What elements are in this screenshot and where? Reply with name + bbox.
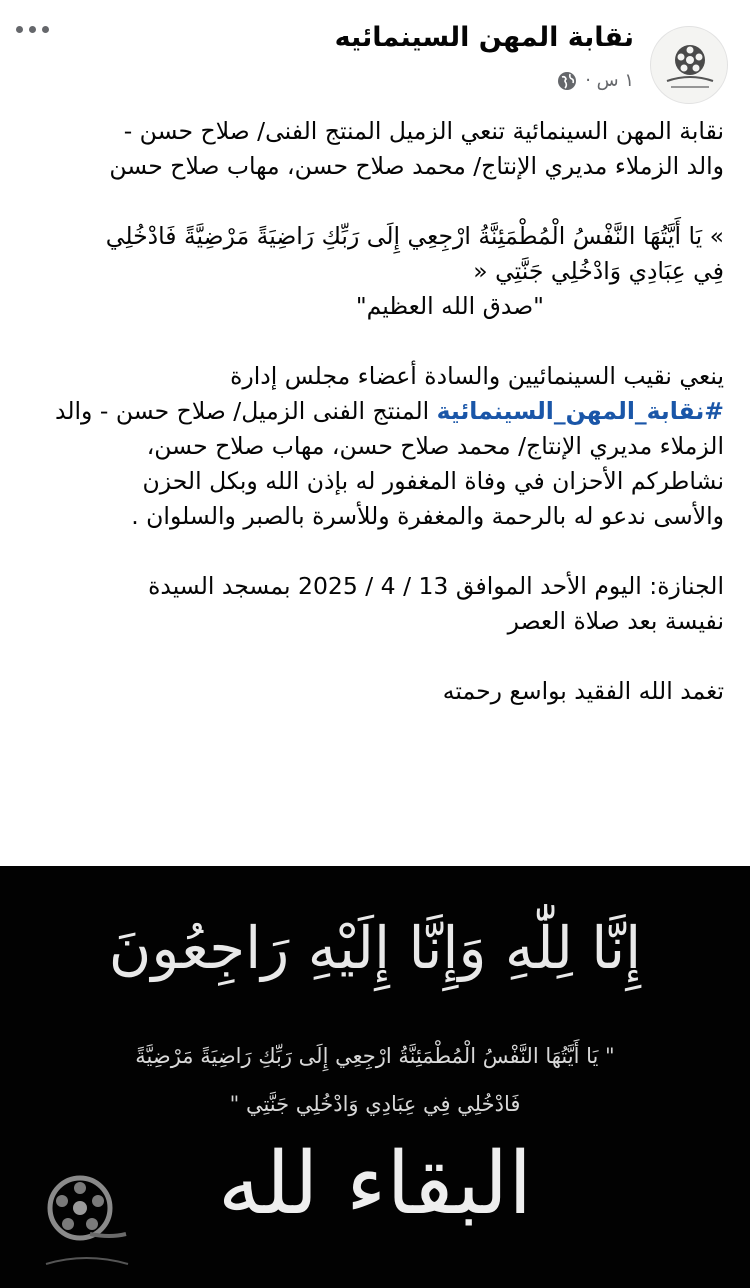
globe-icon bbox=[557, 71, 577, 91]
post-line bbox=[20, 394, 724, 429]
funeral-info: نفيسة بعد صلاة العصر bbox=[507, 607, 724, 635]
verse-closing: "صدق الله العظيم" bbox=[355, 292, 544, 320]
funeral-info: الجنازة: اليوم الأحد الموافق 13 / 4 / 2025 بمسجد السيدة bbox=[148, 572, 724, 600]
hashtag-link[interactable]: #نقابة_المهن_السينمائية bbox=[436, 397, 724, 425]
quran-verse-line: » يَا أَيَّتُهَا النَّفْسُ الْمُطْمَئِنَّةُ ارْجِعِي إِلَى رَبِّكِ رَاضِيَةً مَرْضِيَّةً فَادْخُلِي bbox=[105, 222, 724, 250]
post-line: والأسى ندعو له بالرحمة والمغفرة وللأسرة بالصبر والسلوان . bbox=[131, 502, 724, 530]
calligraphy-baqaa: البقاء لله bbox=[217, 1134, 533, 1234]
page-name[interactable]: نقابة المهن السينمائيه bbox=[334, 22, 634, 53]
post-timestamp[interactable]: ١ س · bbox=[585, 70, 634, 91]
post-line: تغمد الله الفقيد بواسع رحمته bbox=[442, 677, 724, 705]
more-horizontal-icon[interactable] bbox=[16, 26, 49, 33]
post-line: الزملاء مديري الإنتاج/ محمد صلاح حسن، مهاب صلاح حسن، bbox=[146, 432, 724, 460]
quran-verse-line: فِي عِبَادِي وَادْخُلِي جَنَّتِي « bbox=[473, 257, 724, 285]
avatar[interactable] bbox=[650, 26, 728, 104]
post-line-text: المنتج الفنى الزميل/ صلاح حسن - والد bbox=[55, 397, 437, 425]
image-verse-line: فَادْخُلِي فِي عِبَادِي وَادْخُلِي جَنَّتِي " bbox=[229, 1092, 521, 1116]
film-reel-watermark-icon bbox=[40, 1168, 132, 1280]
post-body bbox=[20, 114, 724, 709]
film-reel-logo-icon bbox=[651, 27, 728, 104]
post-line: ينعي نقيب السينمائيين والسادة أعضاء مجلس إدارة bbox=[230, 362, 724, 390]
post-line: نقابة المهن السينمائية تنعي الزميل المنتج الفنى/ صلاح حسن - bbox=[123, 117, 724, 145]
post-header bbox=[0, 0, 750, 110]
post-meta bbox=[557, 70, 634, 91]
calligraphy-main: إِنَّا لِلّٰهِ وَإِنَّا إِلَيْهِ رَاجِعُونَ bbox=[108, 914, 642, 982]
post-line: نشاطركم الأحزان في وفاة المغفور له بإذن الله وبكل الحزن bbox=[142, 467, 724, 495]
post-line: والد الزملاء مديري الإنتاج/ محمد صلاح حسن، مهاب صلاح حسن bbox=[109, 152, 724, 180]
post-image[interactable] bbox=[0, 866, 750, 1288]
image-verse-line: " يَا أَيَّتُهَا النَّفْسُ الْمُطْمَئِنَّةُ ارْجِعِي إِلَى رَبِّكِ رَاضِيَةً مَرْضِيَّةً bbox=[135, 1044, 615, 1068]
